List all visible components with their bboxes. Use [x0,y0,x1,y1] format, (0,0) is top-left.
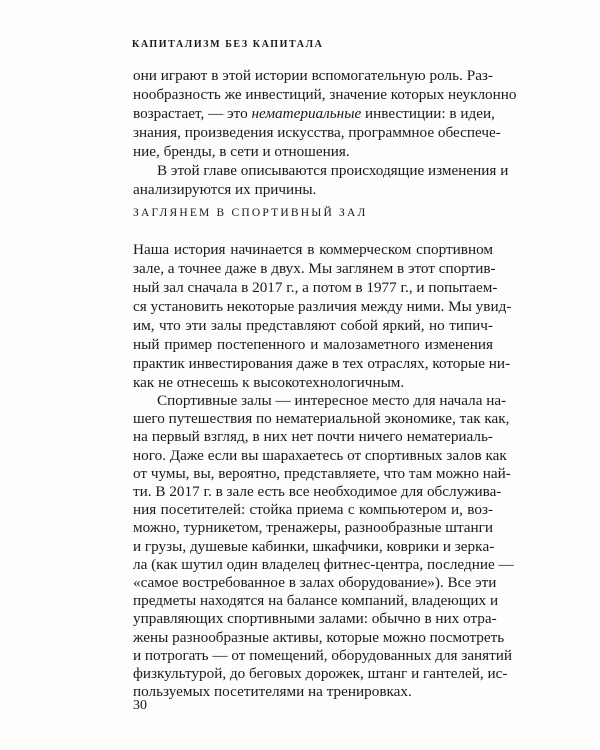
text-line: можно, турникетом, тренажеры, разнообразные штанги [133,519,493,537]
text-line: ти. В 2017 г. в зале есть все необходимое для обслужива- [133,483,502,500]
text-line: и грузы, душевые кабинки, шкафчики, коврики и зеркa- [133,537,495,555]
text-line: предметы находятся на балансе компаний, владеющих и [133,592,499,610]
text-line: ный пример постепенного и малозаметного изменения [133,336,493,353]
text-line: ный зал сначала в 2017 г., а потом в 1977 г., и попытаем- [133,279,498,296]
text-line: на первый взгляд, в них нет почти ничего нематериаль- [133,428,493,446]
text-line: от чумы, вы, вероятно, представляете, что там можно най- [133,464,511,482]
text-line: практик инвестирования даже в тех отраслях, которые ни- [133,355,511,372]
text-line: «самое востребованное в залах оборудование»). Все эти [133,574,497,591]
text-line: жены разнообразные активы, которые можно посмотреть [133,628,505,646]
text-line: физкультурой, до беговых дорожек, штанг и гантелей, ис- [133,665,508,682]
text-line: им, что эти залы представляют собой яркий, но типич- [133,317,493,334]
emphasized-word: нематериальные [251,105,362,122]
text-line: ла (как шутил один владелец фитнес-центра, последние — [133,555,514,573]
text-line-with-emphasis [133,104,493,123]
text-line: шего путешествия по нематериальной экономике, так как, [133,410,510,428]
text-segment: инвестиции: в идеи, [361,105,495,122]
text-line: пользуемых посетителями на тренировках. [133,683,412,701]
text-segment: возрастает, — это [133,105,252,122]
text-line: управляющих спортивными залами: обычно в них отра- [133,610,497,628]
page-number: 30 [133,698,147,713]
running-head: КАПИТАЛИЗМ БЕЗ КАПИТАЛА [132,39,324,50]
text-line: и потрогать — от помещений, оборудованных для занятий [133,646,513,664]
text-line: как не отнесешь к высокотехнологичным. [133,374,405,391]
text-line: ния посетителей: стойка приема с компьютером и, воз- [133,501,493,519]
text-line: ся установить некоторые различия между ними. Мы увид- [133,298,512,315]
text-line: В этой главе описываются происходящие изменения и [157,162,509,179]
text-line: зале, а точнее даже в двух. Мы заглянем в этот спортив- [133,260,496,277]
text-line: ние, бренды, в сети и отношения. [133,143,350,160]
text-line: они играют в этой истории вспомогательную роль. Раз- [133,67,493,84]
text-line: Наша история начинается в коммерческом спортивном [133,241,493,258]
text-line: знания, произведения искусства, программное обеспече- [133,124,501,141]
text-line: Спортивные залы — интересное место для начала на- [157,392,507,409]
section-heading: ЗАГЛЯНЕМ В СПОРТИВНЫЙ ЗАЛ [133,207,368,219]
text-line: ного. Даже если вы шарахаетесь от спортивных залов как [133,446,507,464]
text-line: нообразность же инвестиций, значение которых неуклонно [133,86,517,103]
text-line: анализируются их причины. [133,181,317,198]
